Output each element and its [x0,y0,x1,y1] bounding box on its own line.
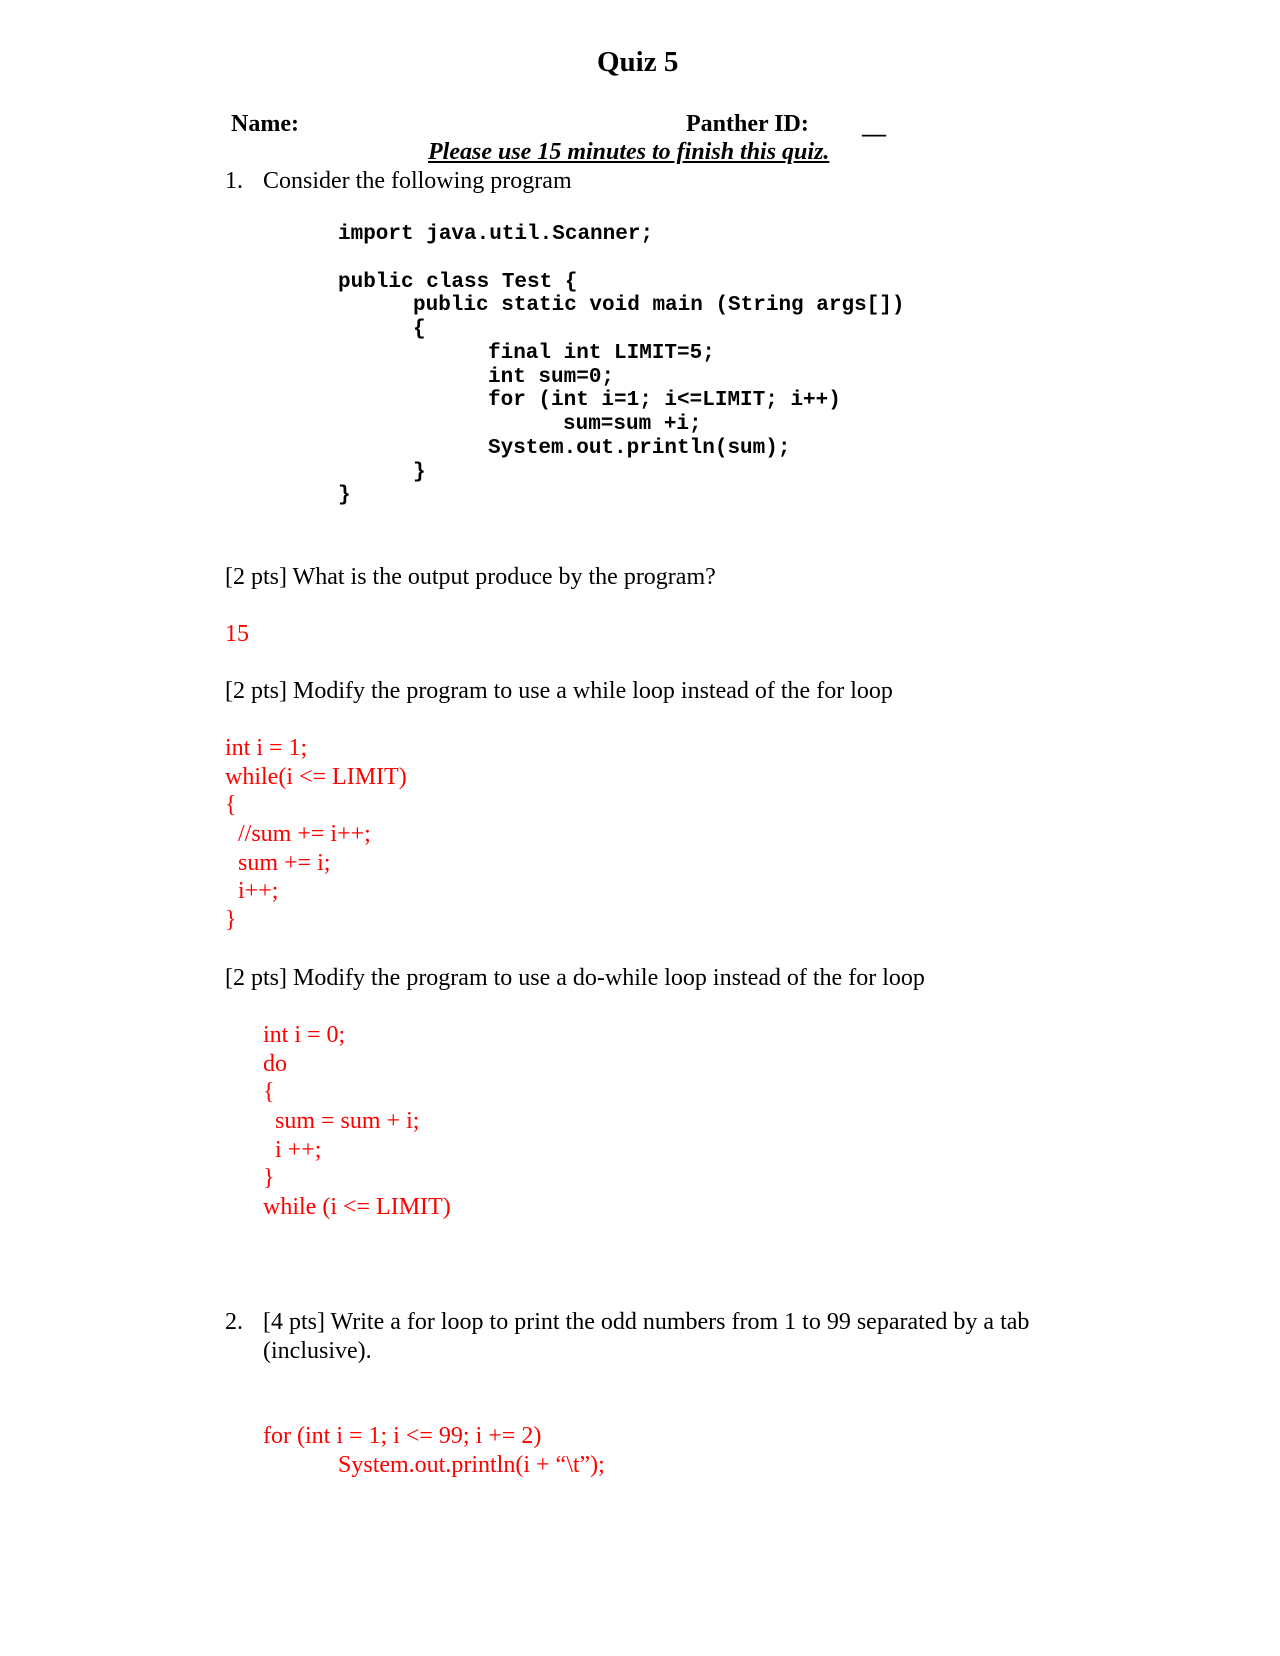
q2-number: 2. [225,1309,243,1335]
answer-line: while (i <= LIMIT) [263,1194,451,1220]
code-line: public class Test { [338,271,578,294]
answer-line: sum += i; [238,850,331,876]
part-a-question: [2 pts] What is the output produce by the program? [225,564,716,590]
code-line: int sum=0; [488,366,615,389]
answer-line: { [263,1079,275,1105]
answer-line: do [263,1051,287,1077]
q2-prompt: [4 pts] Write a for loop to print the odd numbers from 1 to 99 separated by a tab [263,1309,1030,1335]
answer-line: System.out.println(i + “\t”); [338,1452,605,1478]
code-line: sum=sum +i; [563,413,702,436]
code-line: } [338,484,351,507]
part-c-question: [2 pts] Modify the program to use a do-while loop instead of the for loop [225,965,925,991]
answer-line: int i = 0; [263,1022,346,1048]
page-title: Quiz 5 [597,46,679,78]
time-instruction: Please use 15 minutes to finish this quiz. [428,139,830,165]
answer-line: //sum += i++; [238,821,371,847]
code-line: public static void main (String args[]) [413,294,905,317]
answer-line: i ++; [275,1137,322,1163]
code-line: final int LIMIT=5; [488,342,715,365]
q1-prompt: Consider the following program [263,168,572,194]
code-line: } [413,461,426,484]
panther-id-blank[interactable]: __ [862,113,886,139]
answer-line: for (int i = 1; i <= 99; i += 2) [263,1423,542,1449]
answer-line: } [263,1165,275,1191]
answer-line: } [225,907,237,933]
answer-line: int i = 1; [225,735,308,761]
code-line: System.out.println(sum); [488,437,791,460]
name-label: Name: [231,111,299,137]
code-line: import java.util.Scanner; [338,223,654,246]
answer-line: while(i <= LIMIT) [225,764,407,790]
part-a-answer: 15 [225,621,249,647]
answer-line: sum = sum + i; [275,1108,420,1134]
q2-prompt-continued: (inclusive). [263,1338,372,1364]
code-line: for (int i=1; i<=LIMIT; i++) [488,389,841,412]
code-line: { [413,318,426,341]
panther-id-label: Panther ID: [686,111,809,137]
answer-line: i++; [238,878,279,904]
part-b-question: [2 pts] Modify the program to use a while loop instead of the for loop [225,678,893,704]
q1-number: 1. [225,168,243,194]
answer-line: { [225,792,237,818]
